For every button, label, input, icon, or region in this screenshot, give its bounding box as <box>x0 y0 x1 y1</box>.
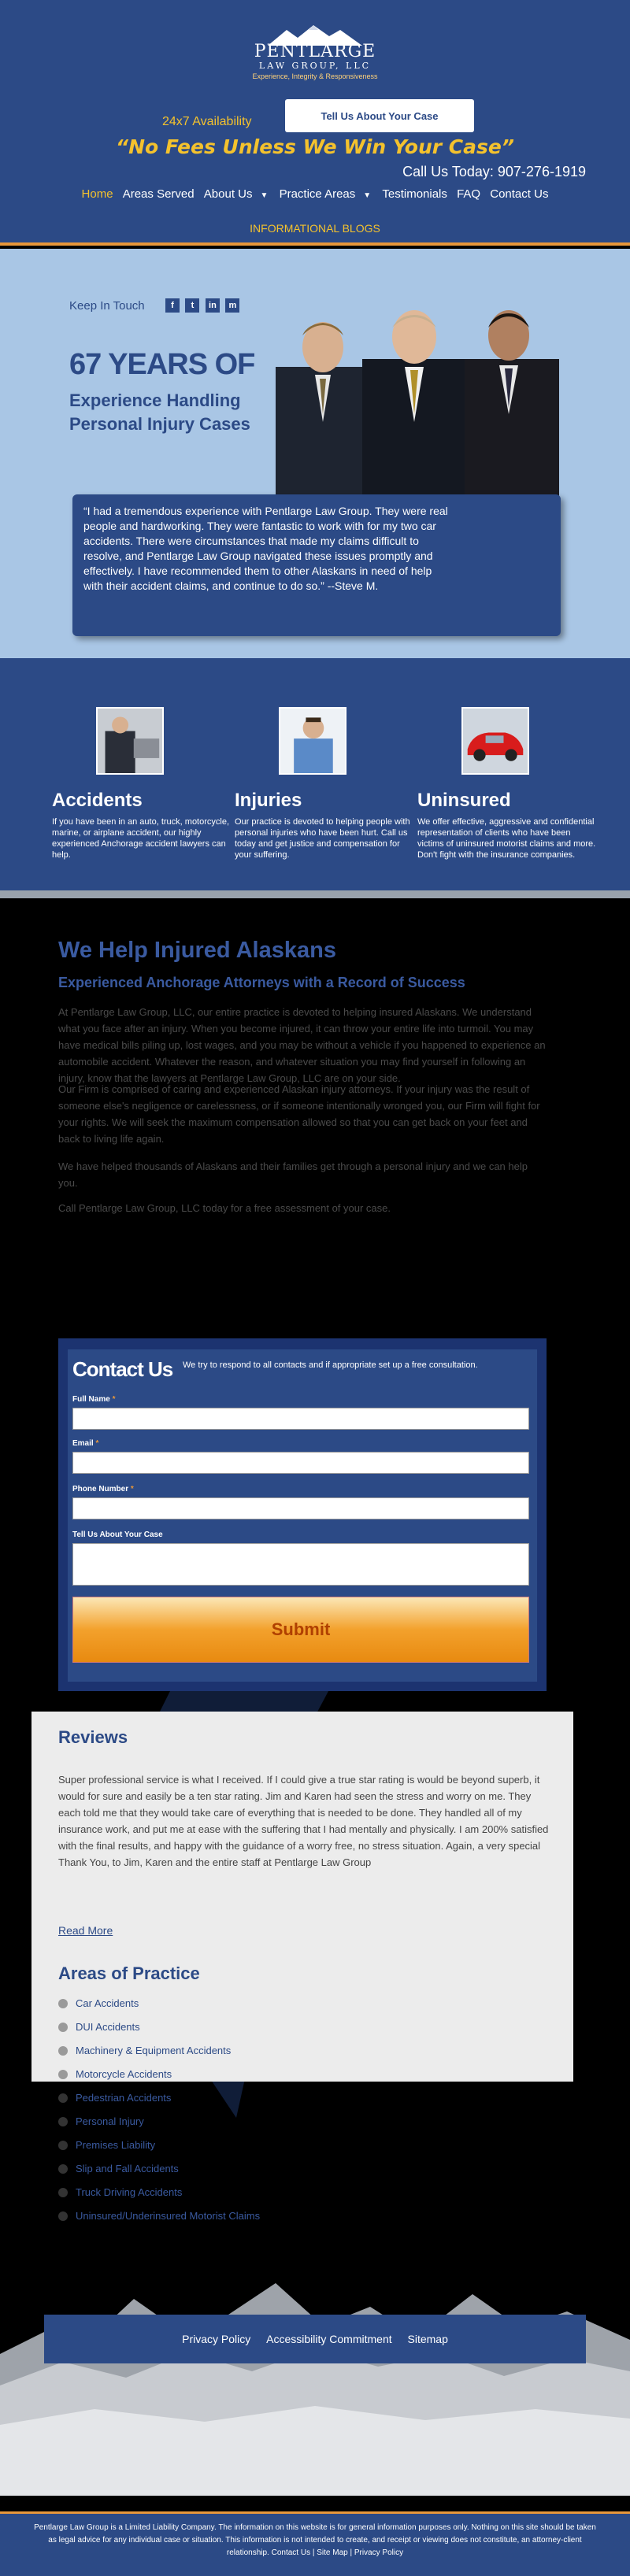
nav-areas-served[interactable]: Areas Served <box>122 187 195 201</box>
case-label: Tell Us About Your Case <box>72 1530 163 1539</box>
contact-title: Contact Us <box>72 1357 173 1381</box>
full-name-label: Full Name * <box>72 1395 116 1404</box>
list-item[interactable]: Truck Driving Accidents <box>58 2186 260 2209</box>
list-item[interactable]: Motorcycle Accidents <box>58 2067 260 2091</box>
crashed-car-photo <box>461 707 529 775</box>
features-section <box>0 658 630 898</box>
hero-section <box>0 249 630 658</box>
feature-text: We offer effective, aggressive and confidential representation of clients who have been victims of uninsured motorist claims and more. Don't fight with the insurance companies. <box>417 817 596 860</box>
phone-label: Phone Number * <box>72 1485 134 1493</box>
availability-text: 24x7 Availability <box>162 115 252 128</box>
nav-informational-blogs[interactable]: INFORMATIONAL BLOGS <box>250 222 380 235</box>
tell-us-button[interactable]: Tell Us About Your Case <box>285 99 474 132</box>
social-links <box>165 298 242 313</box>
testimonial-quote <box>72 494 561 636</box>
feature-text: If you have been in an auto, truck, motorcycle, marine, or airplane accident, our highly experienced Anchorage accident lawyers can help. <box>52 817 230 860</box>
nav-practice-areas[interactable]: Practice Areas <box>279 187 356 201</box>
accident-photo <box>96 707 164 775</box>
footer-links <box>44 2315 586 2363</box>
list-item[interactable]: Personal Injury <box>58 2115 260 2138</box>
feature-title: Uninsured <box>417 790 511 811</box>
nav-faq[interactable]: FAQ <box>457 187 481 201</box>
list-item[interactable]: Car Accidents <box>58 1997 260 2020</box>
intro-paragraph: At Pentlarge Law Group, LLC, our entire practice is devoted to helping insured Alaskans. We understand what you face after an injury. When you become injured, it can throw your entire life into turmoil. You may have medical bills piling up, lost wages, and you may be without a vehicle if you happened to experience an automobile accident. Whatever the reason, and whatever situation you may find yourself in following an injury, know that the lawyers at Pentlarge Law Group, LLC are on your side. <box>58 1006 546 1084</box>
practice-area-list <box>58 1997 260 2233</box>
facebook-icon[interactable]: f <box>165 298 180 313</box>
contact-note: We try to respond to all contacts and if appropriate set up a free consultation. <box>183 1360 478 1370</box>
email-input[interactable] <box>72 1452 529 1474</box>
read-more-link[interactable]: Read More <box>58 1924 113 1937</box>
logo[interactable] <box>236 24 394 82</box>
main-heading: We Help Injured Alaskans <box>58 938 336 963</box>
list-item[interactable]: Machinery & Equipment Accidents <box>58 2044 260 2067</box>
helped-paragraph: We have helped thousands of Alaskans and their families get through a personal injury and we can help you. <box>58 1160 528 1189</box>
email-label: Email * <box>72 1439 99 1448</box>
list-item[interactable]: DUI Accidents <box>58 2020 260 2044</box>
site-header <box>0 0 630 246</box>
injury-photo <box>279 707 346 775</box>
accessibility-link[interactable]: Accessibility Commitment <box>266 2333 392 2345</box>
disclaimer: Pentlarge Law Group is a Limited Liability Company. The information on this website is for general information purposes only. Nothing on this site should be taken as legal advice for any individual case or situation. This information is not intended to create, and receipt or viewing does not constitute, an attorney-client relationship. Contact Us | Site Map | Privacy Policy <box>0 2511 630 2576</box>
feature-uninsured[interactable] <box>417 707 598 861</box>
linkedin-icon[interactable]: in <box>206 298 220 313</box>
quote-text: “I had a tremendous experience with Pentlarge Law Group. They were real people and hardworking. They were fantastic to work with for my two car accidents. There were circumstances that made my claims difficult to resolve, and Pentlarge Law Group navigated these issues promptly and effectively. I have recommended them to other Alaskans in need of help with their accident claims, and continue to do so.” --Steve M. <box>83 505 448 592</box>
caret-down-icon[interactable]: ▼ <box>260 191 269 200</box>
feature-accidents[interactable] <box>52 707 233 861</box>
nav-about-us[interactable]: About Us <box>203 187 253 201</box>
experience-heading: Experience Handling Personal Injury Cases <box>69 390 250 434</box>
full-name-input[interactable] <box>72 1408 529 1430</box>
caret-down-icon[interactable]: ▼ <box>363 191 372 200</box>
years-heading: 67 YEARS OF <box>69 348 255 381</box>
feature-injuries[interactable] <box>235 707 416 861</box>
nav-contact-us[interactable]: Contact Us <box>490 187 549 201</box>
sitemap-link[interactable]: Sitemap <box>407 2333 448 2345</box>
list-item[interactable]: Slip and Fall Accidents <box>58 2162 260 2186</box>
firm-paragraph: Our Firm is comprised of caring and experienced Alaskan injury attorneys. If your injury was the result of someone else's negligence or carelessness, or if someone intentionally wronged you, our Firm will fight for your rights. We will seek the maximum compensation allowed so that you can get back on your feet and back to living life again. <box>58 1083 540 1145</box>
main-nav <box>0 187 630 201</box>
brand-name: PENTLARGE <box>254 42 376 61</box>
mountain-range-image <box>0 2267 630 2496</box>
list-item[interactable]: Premises Liability <box>58 2138 260 2162</box>
keep-in-touch-label: Keep In Touch <box>69 299 145 313</box>
brand-tagline: Experience, Integrity & Responsiveness <box>252 72 378 80</box>
brand-sub: LAW GROUP, LLC <box>258 61 372 71</box>
list-item[interactable]: Pedestrian Accidents <box>58 2091 260 2115</box>
phone-input[interactable] <box>72 1497 529 1519</box>
attorneys-photo <box>260 304 559 497</box>
review-text: Super professional service is what I received. If I could give a true star rating is would be beyond superb, it would for sure and easily be a ten star rating. Jim and Karen had seen the stress and worry on me. They each told me that they would take care of everything that is needed to be done. They handled all of my insurance work, and put me at ease with the suffering that I had mentally and physically. I am 200% satisfied with the final results, and happy with the guidance of a worry free, no stress situation. Again, a very special Thank You, to Jim, Karen and the entire staff at Pentlarge Law Group <box>58 1774 549 1868</box>
submit-button[interactable]: Submit <box>72 1597 529 1663</box>
main-subheading: Experienced Anchorage Attorneys with a Record of Success <box>58 975 465 990</box>
reviews-heading: Reviews <box>58 1727 128 1747</box>
blog-icon[interactable]: m <box>225 298 239 313</box>
contact-form <box>58 1338 547 1691</box>
feature-title: Accidents <box>52 790 143 811</box>
list-item[interactable]: Uninsured/Underinsured Motorist Claims <box>58 2209 260 2233</box>
nav-home[interactable]: Home <box>81 187 113 201</box>
phone-number[interactable]: Call Us Today: 907-276-1919 <box>402 164 586 180</box>
feature-text: Our practice is devoted to helping people with personal injuries who have been hurt. Call us today and get justice and compensation for your suffering. <box>235 817 410 860</box>
twitter-icon[interactable]: t <box>185 298 199 313</box>
feature-title: Injuries <box>235 790 302 811</box>
call-paragraph: Call Pentlarge Law Group, LLC today for a free assessment of your case. <box>58 1202 391 1214</box>
slogan: “No Fees Unless We Win Your Case” <box>116 135 514 158</box>
nav-testimonials[interactable]: Testimonials <box>382 187 447 201</box>
case-textarea[interactable] <box>72 1543 529 1586</box>
privacy-policy-link[interactable]: Privacy Policy <box>182 2333 251 2345</box>
areas-heading: Areas of Practice <box>58 1963 200 1983</box>
